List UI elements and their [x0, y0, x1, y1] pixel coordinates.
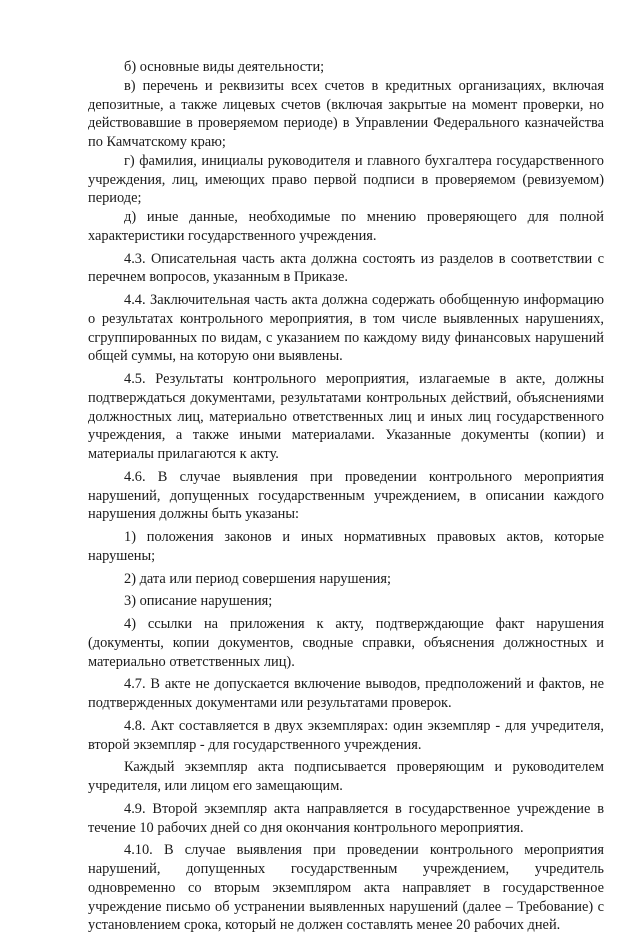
paragraph-g-managers: г) фамилия, инициалы руководителя и главного бухгалтера государственного учреждения, лиц, имеющих право первой подписи в проверяемом (ревизуемом) периоде; — [88, 152, 604, 207]
list-item-3: 3) описание нарушения; — [124, 593, 273, 610]
paragraph-4-3: 4.3. Описательная часть акта должна состоять из разделов в соответствии с перечнем вопросов, указанным в Приказе. — [88, 250, 604, 286]
list-item-2: 2) дата или период совершения нарушения; — [124, 570, 391, 587]
paragraph-4-6: 4.6. В случае выявления при проведении контрольного мероприятия нарушений, допущенных государственным учреждением, в описании каждого нарушения должны быть указаны: — [88, 468, 604, 523]
paragraph-b-activities: б) основные виды деятельности; — [124, 59, 325, 75]
list-item-4: 4) ссылки на приложения к акту, подтверждающие факт нарушения (документы, копии документов, сводные справки, объяснения должностных и материально ответственных лиц). — [88, 616, 604, 670]
paragraph-4-7: 4.7. В акте не допускается включение выводов, предположений и фактов, не подтвержденных документами или результатами проверок. — [88, 676, 604, 711]
paragraph-4-10: 4.10. В случае выявления при проведении контрольного мероприятия нарушений, допущенных государственным учреждением, учредитель одновременно со вторым экземпляром акта направляет в государственное учреждение письмо об устранении выявленных нарушений (далее – Требование) с установлением срока, который не должен составлять менее 20 рабочих дней. — [88, 842, 604, 934]
list-item-1: 1) положения законов и иных нормативных правовых актов, которые нарушены; — [88, 529, 604, 564]
paragraph-d-other-data: д) иные данные, необходимые по мнению проверяющего для полной характеристики государственного учреждения. — [88, 209, 604, 244]
paragraph-signature: Каждый экземпляр акта подписывается проверяющим и руководителем учредителя, или лицом его замещающим. — [88, 759, 604, 794]
paragraph-v-accounts: в) перечень и реквизиты всех счетов в кредитных организациях, включая депозитные, а также лицевых счетов (включая закрытые на момент проверки, но действовавшие в проверяемом периоде) в Управлении Федерального казначейства по Камчатскому краю; — [88, 77, 604, 150]
paragraph-4-5: 4.5. Результаты контрольного мероприятия, излагаемые в акте, должны подтверждаться документами, результатами контрольных действий, объяснениями должностных лиц, материально ответственных лиц и иных лиц государственного учреждения, а также иными материалами. Указанные документы (копии) и материалы прилагаются к акту. — [88, 371, 604, 462]
paragraph-4-8: 4.8. Акт составляется в двух экземплярах: один экземпляр - для учредителя, второй экземпляр - для государственного учреждения. — [88, 717, 604, 753]
paragraph-4-4: 4.4. Заключительная часть акта должна содержать обобщенную информацию о результатах контрольного мероприятия, в том числе выявленных нарушениях, сгруппированных по видам, с указанием по каждому виду финансовых нарушений общей суммы, на которую они выявлены. — [88, 292, 604, 365]
document-page — [88, 58, 604, 935]
paragraph-4-9: 4.9. Второй экземпляр акта направляется в государственное учреждение в течение 10 рабочих дней со дня окончания контрольного мероприятия. — [88, 800, 604, 836]
